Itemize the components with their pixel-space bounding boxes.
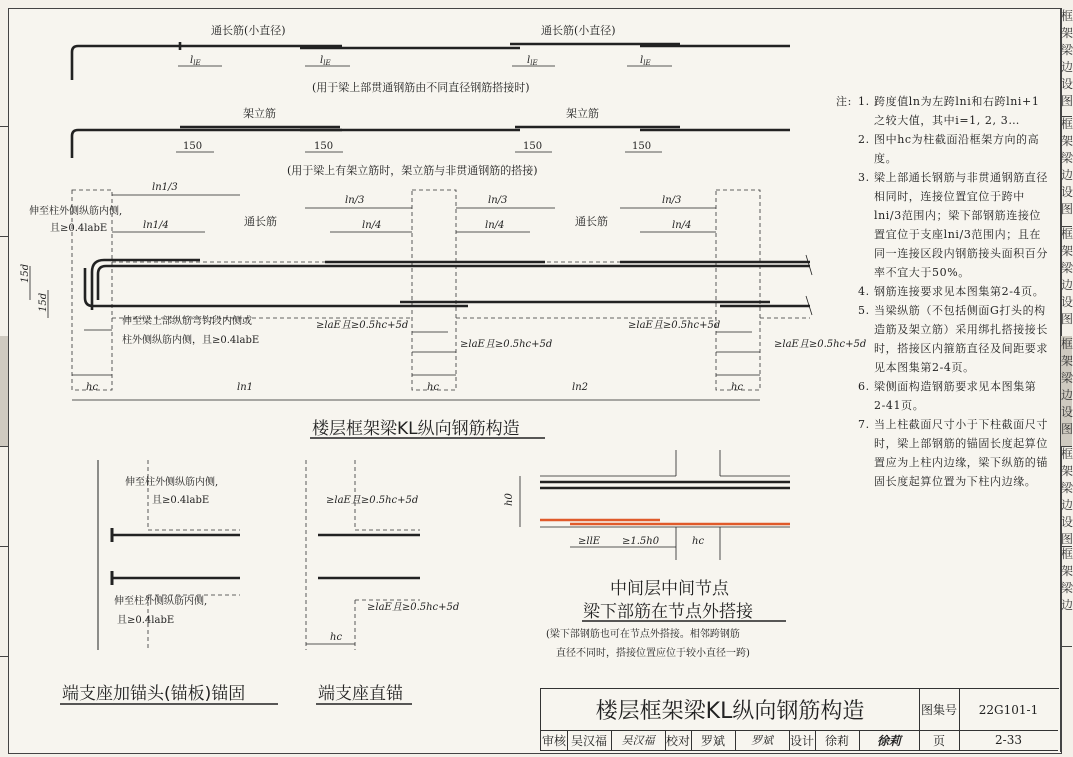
ln2-label: ln2 [572,382,589,393]
anchor-head-line2: 且≥0.4labE [152,495,210,506]
ln-3-label: ln/3 [345,195,365,206]
hc-label: hc [731,382,744,393]
lap-lle-label: $l_{lE}$ [527,55,538,67]
15d-label: 15d [38,292,49,312]
index-cell: 框 架 梁 边 [1061,546,1072,647]
anchor-head-caption: 端支座加锚头(锚板)锚固 [62,684,246,704]
top-bar-left-a [72,46,342,80]
index-cell: 框 架 梁 边 设 图 [1061,116,1072,227]
through-small-label-2: 通长筋(小直径) [541,24,616,37]
note-item: 5. 当梁纵筋（不包括侧面G打头的构造筋及架立筋）采用绑扎搭接接长时，搭接区内箍筋直径及间距要求见本图集第2-4页。 [858,304,1048,374]
straight-caption: 端支座直锚 [318,684,403,704]
lap-lle-label: $l_{lE}$ [190,55,201,67]
bottom-bar-span-1 [85,268,468,306]
hc-label: hc [86,382,99,393]
note-item: 4. 钢筋连接要求见本图集第2-4页。 [858,285,1045,298]
index-cell-active: 框 架 梁 边 设 图 [1061,336,1072,447]
main-kl-figure [20,182,866,439]
extend-hook-line2: 柱外侧纵筋内侧，且≥0.4labE [122,335,260,346]
reviewer: 吴汉福 [567,730,612,751]
through-small-label-1: 通长筋(小直径) [211,24,286,37]
mid-lle-label: ≥llE [578,536,601,547]
mid-note-2: 直径不同时，搭接位置应位于较小直径一跨) [556,648,750,659]
mid-caption-2: 梁下部筋在节点外搭接 [583,602,753,622]
ln1-3-label: ln1/3 [152,182,178,193]
notes-list [836,92,1048,491]
notes-block [836,92,1048,491]
anchor-label-1: ≥laE且≥0.5hc+5d [316,320,409,331]
lap-150-label: 150 [523,141,543,152]
15d-label: 15d [20,263,31,283]
straight-anchor-figure [306,460,459,704]
anchor-label-2: ≥laE且≥0.5hc+5d [460,339,553,350]
straight-hc-label: hc [330,632,343,643]
extend-outer-line2: 且≥0.4labE [50,223,108,234]
hc-label: hc [427,382,440,393]
mid-h0-label: h0 [504,493,515,506]
mid-note-1: (梁下部钢筋也可在节点外搭接。相邻跨钢筋 [546,629,740,640]
right-index-strip [1060,8,1072,752]
check-label: 校对 [665,730,692,751]
notes-head: 注: [836,95,852,108]
note-item: 1. 跨度值ln为左跨lni和右跨lni+1之较大值，其中i=1, 2, 3… [858,95,1040,127]
ln1-label: ln1 [237,382,254,393]
index-cell: 框 架 梁 边 设 图 [1061,8,1072,117]
straight-label-2: ≥laE且≥0.5hc+5d [367,602,460,613]
checker: 罗斌 [691,730,736,751]
through-bar-label: 通长筋 [244,215,277,228]
ln-4-label: ln/4 [672,220,692,231]
index-cell: 框 架 梁 边 设 图 [1061,447,1073,546]
lap-lle-label: $l_{lE}$ [320,55,331,67]
column-right [716,190,760,390]
anchor-head-line1: 伸至柱外侧纵筋内侧, [125,477,219,488]
main-caption: 楼层框架梁KL纵向钢筋构造 [312,419,520,439]
note-item: 3. 梁上部通长钢筋与非贯通钢筋直径相同时，连接位置宜位于跨中lni/3范围内；梁下部钢筋连接位置宜位于支座lni/3范围内；且在同一连接区段内钢筋接头面积百分率不宜大于50%。 [858,171,1048,279]
top-non-through-bar [92,260,200,310]
mid-15h0-label: ≥1.5h0 [622,536,660,547]
designer: 徐莉 [815,730,860,751]
page-number: 2-33 [959,730,1058,751]
note-erect: (用于梁上有架立筋时，架立筋与非贯通钢筋的搭接) [287,164,538,177]
design-label: 设计 [789,730,816,751]
erect-bar-lap-detail [72,106,790,177]
review-label: 审核 [541,730,568,751]
top-bar-left-erect [72,130,342,158]
through-bar-label: 通长筋 [575,215,608,228]
title-block-title: 楼层框架梁KL纵向钢筋构造 [541,689,920,731]
extend-hook-line1: 伸至梁上部纵筋弯钩段内侧或 [122,316,252,327]
ln1-4-label: ln1/4 [143,220,169,231]
note-item: 7. 当上柱截面尺寸小于下柱截面尺寸时，梁上部钢筋的锚固长度起算位置应为上柱内边缘，梁下纵筋的锚固长度起算位置为下柱内边缘。 [858,418,1048,488]
ln-4-label: ln/4 [362,220,382,231]
middle-joint-figure [504,450,790,659]
designer-signature: 徐莉 [859,730,920,751]
extend-outer-line1: 伸至柱外侧纵筋内侧, [29,206,123,217]
title-block [540,688,1059,751]
anchor-label-3: ≥laE且≥0.5hc+5d [628,320,721,331]
anchor-head-line3: 伸至柱外侧纵筋内侧, [114,596,208,607]
lap-150-label: 150 [632,141,652,152]
top-through-bar [98,266,810,300]
through-bar-lap-detail [72,23,790,94]
straight-label-1: ≥laE且≥0.5hc+5d [326,495,419,506]
index-cell: 框 架 梁 边 设 图 [1061,226,1072,337]
anchor-head-line4: 且≥0.4labE [117,615,175,626]
ln-3-label: ln/3 [662,195,682,206]
anchor-label-4: ≥laE且≥0.5hc+5d [774,339,867,350]
mid-caption-1: 中间层中间节点 [610,579,729,599]
note-different-diameter: (用于梁上部贯通钢筋由不同直径钢筋搭接时) [312,81,530,94]
note-item: 2. 图中hc为柱截面沿框架方向的高度。 [858,133,1040,165]
mid-hc-label: hc [692,536,705,547]
anchor-head-figure [60,460,278,704]
column-mid [412,190,456,390]
checker-signature: 罗斌 [735,730,790,751]
atlas-label: 图集号 [919,689,960,731]
erect-label-1: 架立筋 [243,107,276,120]
atlas-number: 22G101-1 [959,689,1058,731]
note-item: 6. 梁侧面构造钢筋要求见本图集第2-41页。 [858,380,1037,412]
ln-4-label: ln/4 [485,220,505,231]
ln-3-label: ln/3 [488,195,508,206]
lap-150-label: 150 [183,141,203,152]
lap-150-label: 150 [314,141,334,152]
erect-label-2: 架立筋 [566,107,599,120]
page-label: 页 [919,730,960,751]
reviewer-signature: 吴汉福 [611,730,666,751]
lap-lle-label: $l_{lE}$ [640,55,651,67]
